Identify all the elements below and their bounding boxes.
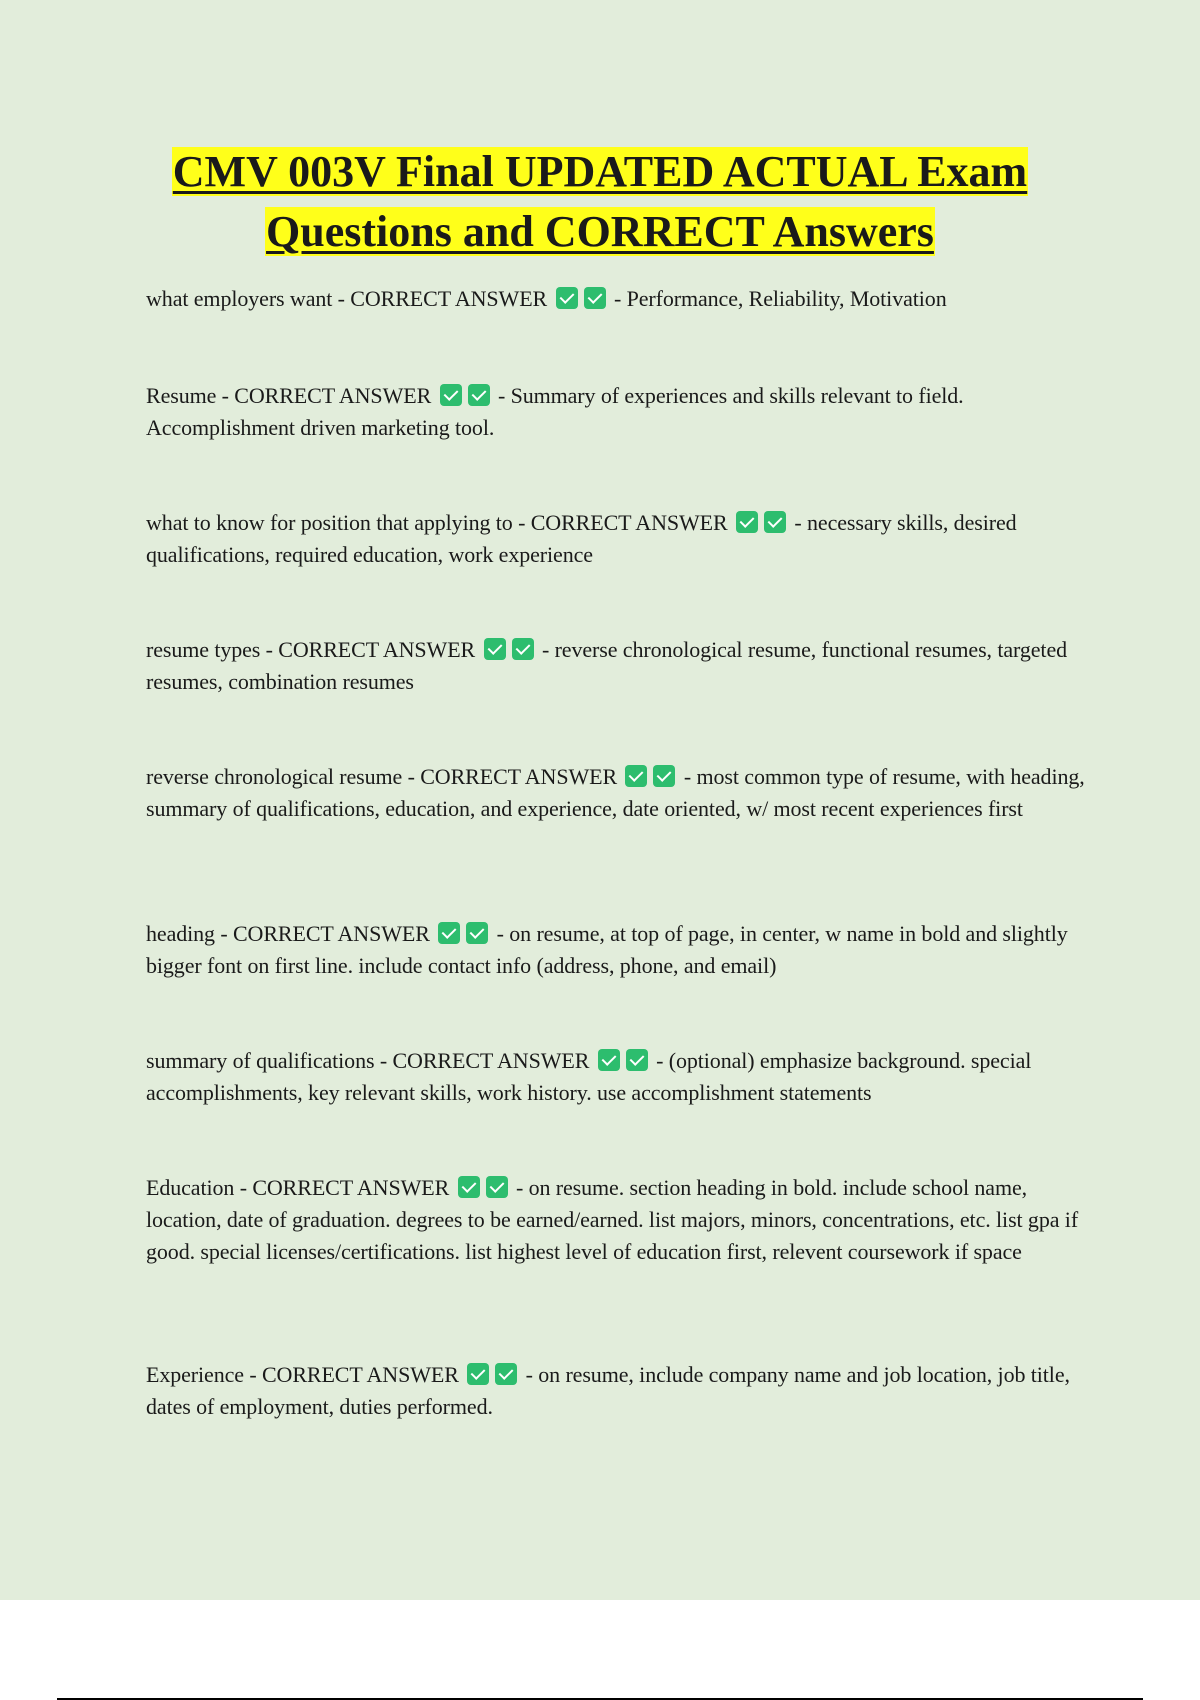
check-mark-icon [486,1176,508,1198]
check-mark-icon [556,287,578,309]
check-mark-icon [468,384,490,406]
check-mark-icon [584,287,606,309]
check-mark-icon [598,1049,620,1071]
qa-term: resume types - CORRECT ANSWER [146,637,476,662]
check-mark-icon [764,511,786,533]
check-mark-icon [484,638,506,660]
check-mark-icon [653,765,675,787]
qa-item-position-knowledge [146,507,1086,571]
document-title [120,142,1080,262]
qa-answer: - on resume. section heading in bold. include school name, location, date of graduation. degrees to be earned/earned. list majors, minors, concentrations, etc. list gpa if good. special licenses/certifications. list highest level of education first, relevent coursework if space [146,1175,1079,1264]
qa-term: what employers want - CORRECT ANSWER [146,286,548,311]
qa-answer: - Summary of experiences and skills relevant to field. Accomplishment driven marketing tool. [146,383,964,440]
qa-answer: - Performance, Reliability, Motivation [613,286,947,311]
check-mark-icon [495,1363,517,1385]
check-mark-icon [626,1049,648,1071]
qa-term: Resume - CORRECT ANSWER [146,383,432,408]
qa-item-resume-types [146,634,1086,698]
check-mark-icon [736,511,758,533]
qa-answer: - on resume, include company name and job location, job title, dates of employment, duties performed. [146,1362,1070,1419]
check-mark-icon [625,765,647,787]
qa-term: heading - CORRECT ANSWER [146,921,430,946]
qa-term: Experience - CORRECT ANSWER [146,1362,459,1387]
qa-answer: - reverse chronological resume, functional resumes, targeted resumes, combination resumes [146,637,1068,694]
check-mark-icon [466,922,488,944]
qa-answer: - necessary skills, desired qualifications, required education, work experience [146,510,1017,567]
check-mark-icon [467,1363,489,1385]
check-mark-icon [438,922,460,944]
qa-item-education [146,1172,1086,1268]
check-mark-icon [458,1176,480,1198]
qa-item-heading [146,918,1086,982]
qa-term: Education - CORRECT ANSWER [146,1175,450,1200]
qa-item-experience [146,1359,1086,1423]
check-mark-icon [512,638,534,660]
qa-term: summary of qualifications - CORRECT ANSWER [146,1048,590,1073]
qa-item-reverse-chronological [146,761,1086,825]
qa-item-resume [146,380,1086,444]
qa-answer: - most common type of resume, with heading, summary of qualifications, education, and experience, date oriented, w/ most recent experiences first [146,764,1085,821]
qa-term: reverse chronological resume - CORRECT ANSWER [146,764,618,789]
qa-answer: - (optional) emphasize background. special accomplishments, key relevant skills, work history. use accomplishment statements [146,1048,1032,1105]
check-mark-icon [440,384,462,406]
qa-item-employers-want [146,283,1086,315]
qa-item-summary-of-qualifications [146,1045,1086,1109]
title-line-1: CMV 003V Final UPDATED ACTUAL Exam [172,147,1028,196]
title-line-2: Questions and CORRECT Answers [266,207,934,256]
qa-answer: - on resume, at top of page, in center, w name in bold and slightly bigger font on first line. include contact info (address, phone, and email) [146,921,1068,978]
qa-term: what to know for position that applying to - CORRECT ANSWER [146,510,728,535]
